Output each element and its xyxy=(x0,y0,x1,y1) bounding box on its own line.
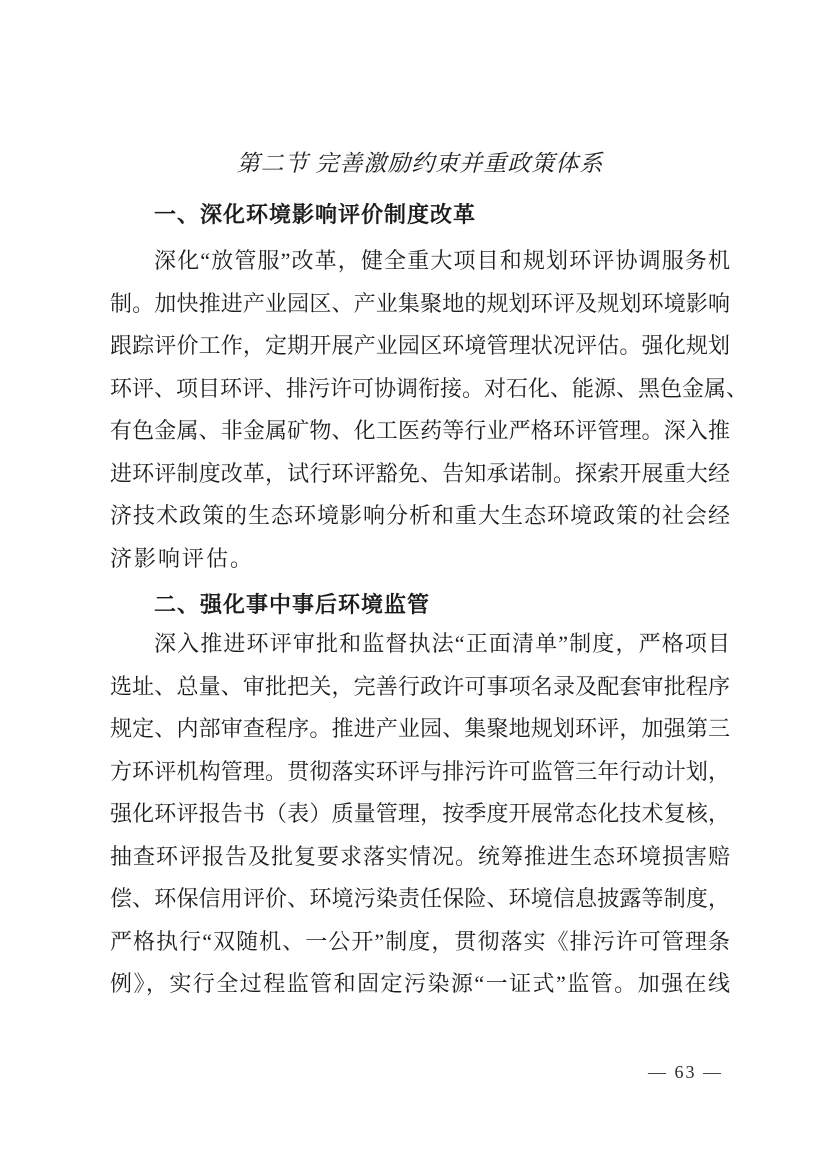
body-line: 济技术政策的生态环境影响分析和重大生态环境政策的社会经 xyxy=(110,503,730,528)
body-line: 深化“放管服”改革，健全重大项目和规划环评协调服务机 xyxy=(154,248,730,273)
body-line: 规定、内部审查程序。推进产业园、集聚地规划环评，加强第三 xyxy=(110,716,730,741)
body-line: 深入推进环评审批和监督执法“正面清单”制度，严格项目 xyxy=(154,631,730,656)
section-heading: 二、强化事中事后环境监管 xyxy=(154,592,431,617)
page-number: — 63 — xyxy=(648,1062,723,1082)
section-heading: 一、深化环境影响评价制度改革 xyxy=(154,202,477,227)
body-line: 跟踪评价工作，定期开展产业园区环境管理状况评估。强化规划 xyxy=(110,333,730,358)
body-line: 强化环评报告书（表）质量管理，按季度开展常态化技术复核， xyxy=(110,801,730,826)
body-line: 济影响评估。 xyxy=(110,545,255,571)
body-line: 偿、环保信用评价、环境污染责任保险、环境信息披露等制度， xyxy=(110,886,730,911)
section-title: 第二节 完善激励约束并重政策体系 xyxy=(236,151,604,176)
body-line: 进环评制度改革，试行环评豁免、告知承诺制。探索开展重大经 xyxy=(110,460,730,486)
body-line: 例》，实行全过程监管和固定污染源“一证式”监管。加强在线 xyxy=(110,971,730,996)
body-line: 有色金属、非金属矿物、化工医药等行业严格环评管理。深入推 xyxy=(110,418,730,443)
body-line: 方环评机构管理。贯彻落实环评与排污许可监管三年行动计划， xyxy=(110,758,730,784)
body-line: 制。加快推进产业园区、产业集聚地的规划环评及规划环境影响 xyxy=(110,290,730,316)
body-line: 严格执行“双随机、一公开”制度，贯彻落实《排污许可管理条 xyxy=(110,928,730,954)
body-line: 抽查环评报告及批复要求落实情况。统筹推进生态环境损害赔 xyxy=(110,843,730,869)
body-line: 环评、项目环评、排污许可协调衔接。对石化、能源、黑色金属、 xyxy=(110,375,749,401)
body-line: 选址、总量、审批把关，完善行政许可事项名录及配套审批程序 xyxy=(110,673,730,699)
